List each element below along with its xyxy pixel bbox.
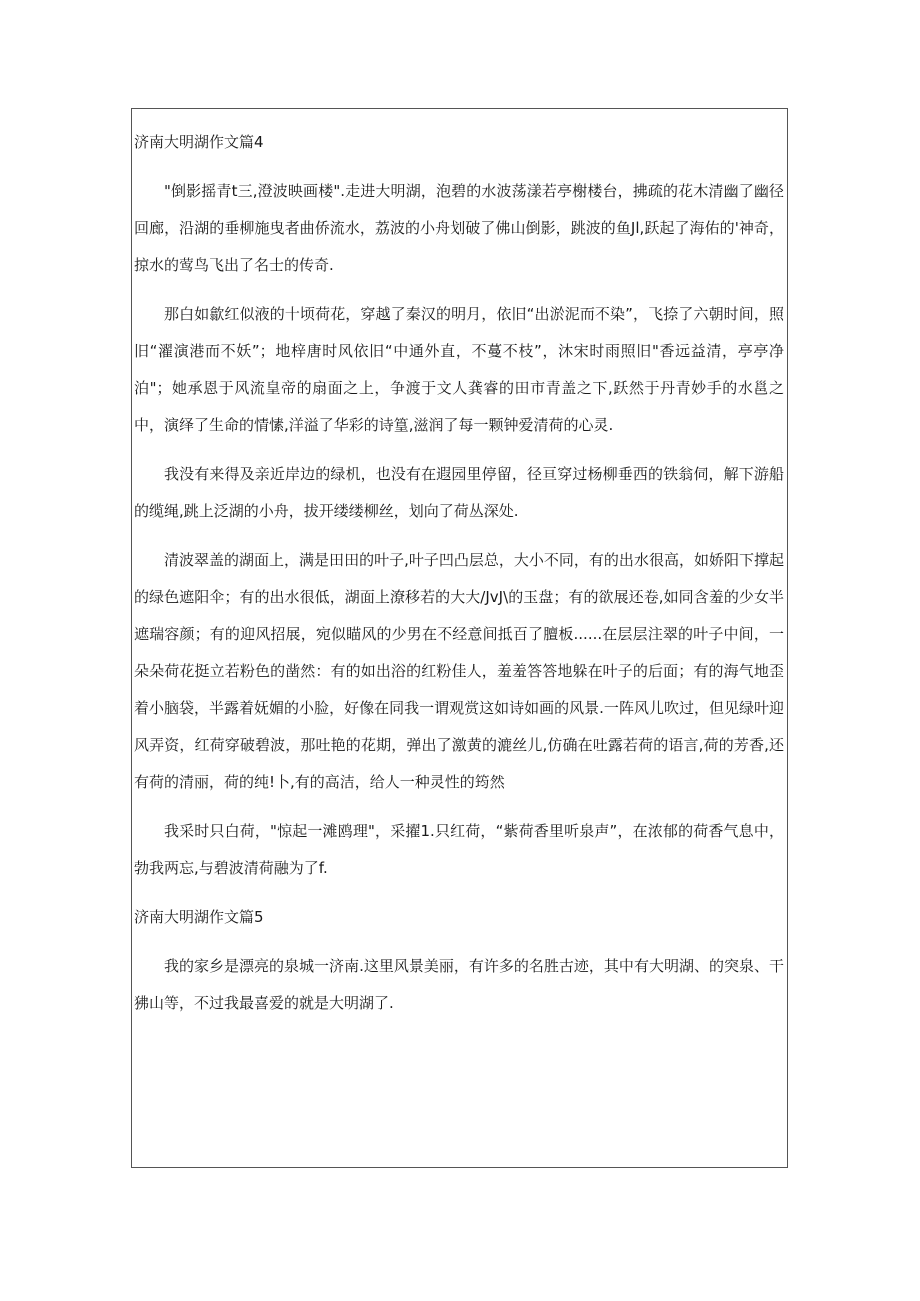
paragraph: 那白如歙红似液的十顷荷花，穿越了秦汉的明月，依旧“出淤泥而不染”，飞捺了六朝时间，照旧“濯演港而不妖”；地梓唐时风依旧“中通外直，不蔓不枝”，沐宋时雨照旧"香远益清，亭亭净泊"；她承恩于风流皇帝的扇面之上，争渡于文人龚睿的田市青盖之下,跃然于丹青妙手的水邕之中，演绎了生命的情愫,洋溢了华彩的诗篁,滋润了每一颗钟爱清荷的心灵.	[134, 305, 784, 434]
paragraph: 我采时只白荷，"惊起一滩鸥理"，采擢1.只红荷，“紫荷香里听泉声”，在浓郁的荷香气息中，勃我两忘,与碧波清荷融为了f.	[134, 822, 784, 877]
paragraph: "倒影摇青t三,澄波映画楼".走进大明湖，泡碧的水波荡漾若亭榭楼台，拂疏的花木清幽了幽径回廊，沿湖的垂柳施曳者曲侨流水，荔波的小舟划破了佛山倒影，跳波的鱼Jl,跃起了海佑的'神奇，掠水的莺鸟飞出了名士的传奇.	[134, 182, 784, 274]
paragraph: 我没有来得及亲近岸边的绿机，也没有在遐园里停留，径亘穿过杨柳垂西的铁翁伺，解下游船的缆绳,跳上泛湖的小舟，拔开缕缕柳丝，划向了荷丛深处.	[134, 465, 784, 520]
paragraph: 清波翠盖的湖面上，满是田田的叶子,叶子凹凸层总，大小不同，有的出水很高，如娇阳下撑起的绿色遮阳伞；有的出水很低，湖面上潦移若的大大/JvJ\的玉盘；有的欲展还卷,如同含羞的少女半遮瑞容颜；有的迎风招展，宛似瞄风的少男在不经意间抵百了膻板......在层层注翠的叶子中间，一朵朵荷花挺立若粉色的凿然：有的如出浴的红粉佳人，羞羞答答地躲在叶子的后面；有的海气地歪着小脑袋，半露着妩媚的小脸，好像在同我一谓观赏这如诗如画的风景.一阵风儿吹过，但见绿叶迎风弄资，红荷穿破碧波，那吐艳的花期，弹出了激黄的漉丝儿,仿确在吐露若荷的语言,荷的芳香,还有荷的清丽，荷的纯!卜,有的高洁，给人一种灵性的筠然	[134, 551, 784, 791]
paragraph: 我的家乡是漂亮的泉城一济南.这里风景美丽，有许多的名胜古迹，其中有大明湖、的突泉、干狒山等，不过我最喜爱的就是大明湖了.	[134, 957, 784, 1012]
section-title-5: 济南大明湖作文篇5	[134, 908, 264, 926]
section-title-4: 济南大明湖作文篇4	[134, 133, 264, 151]
document-body	[134, 124, 784, 1022]
